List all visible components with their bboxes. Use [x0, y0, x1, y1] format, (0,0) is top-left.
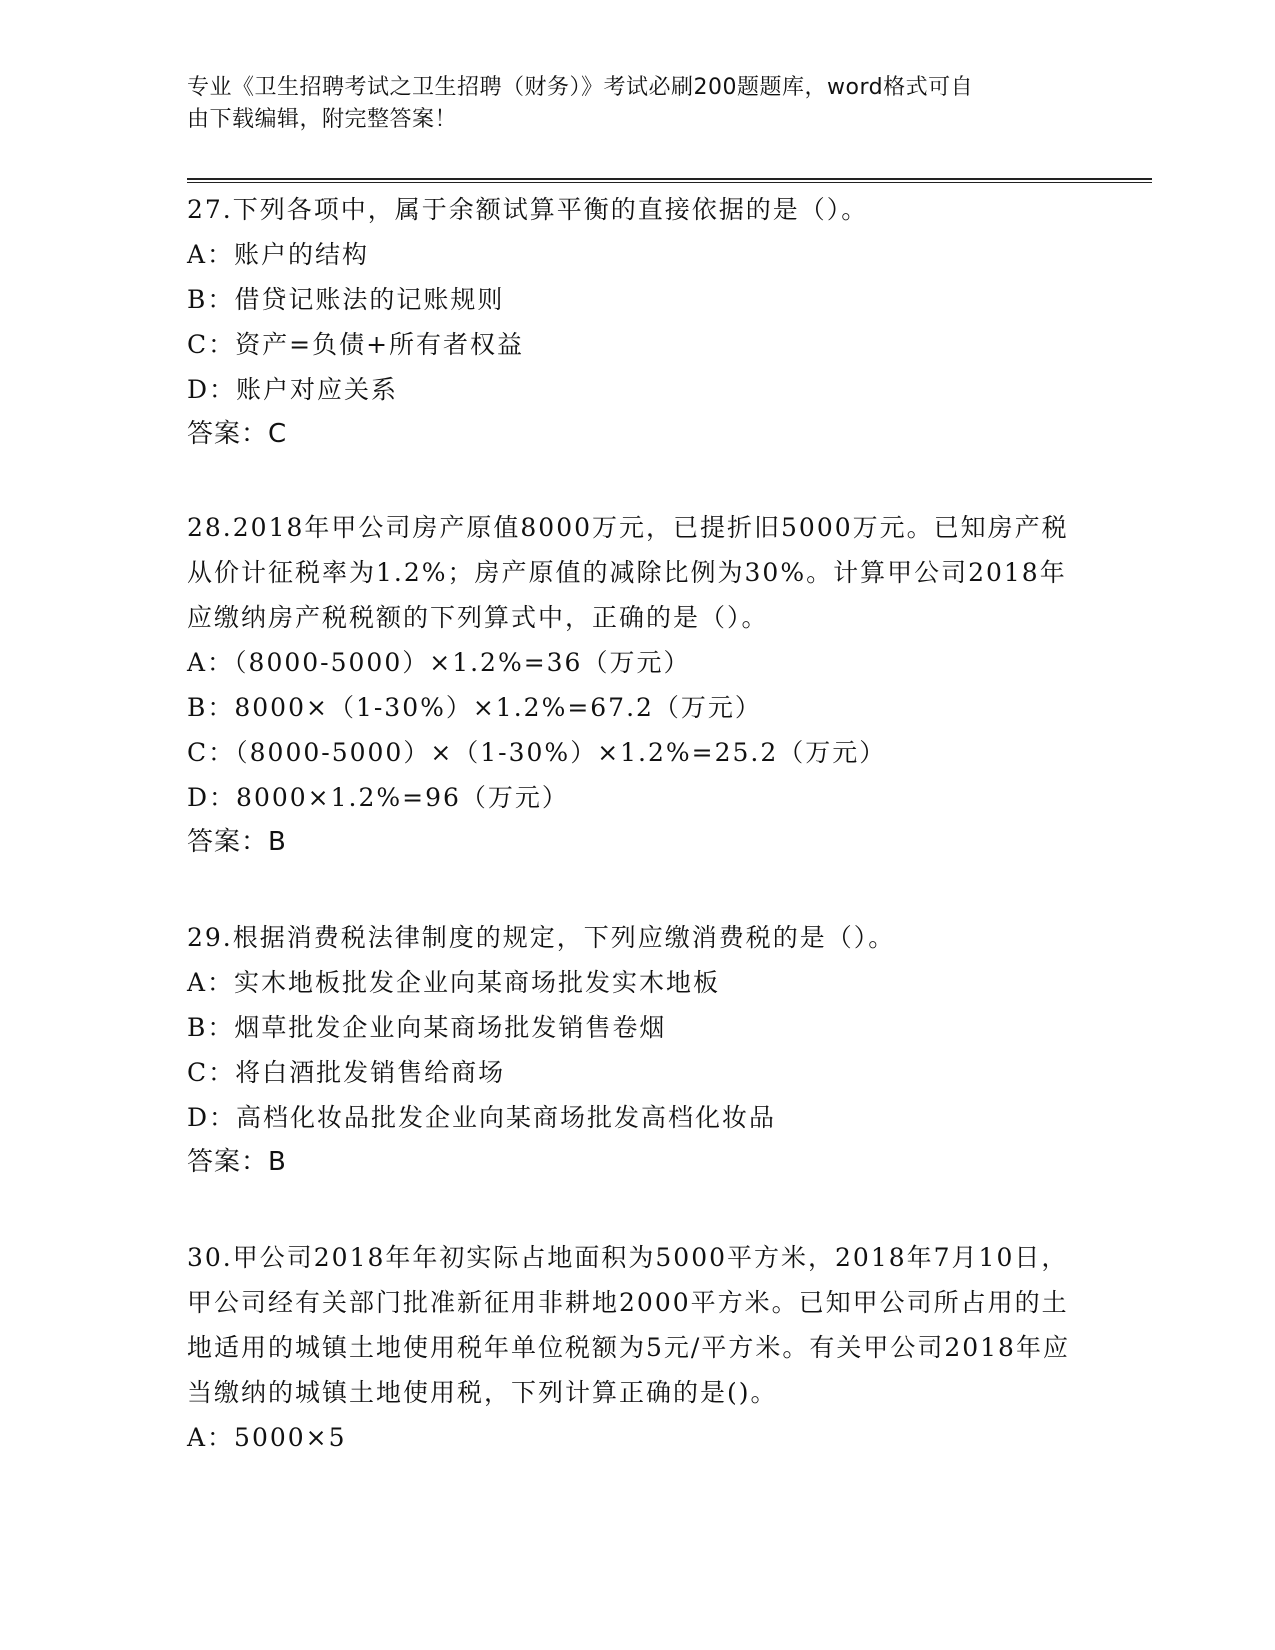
question-27: [187, 187, 1087, 457]
question-30: [187, 1235, 1087, 1460]
header-line-2: 由下载编辑，附完整答案！: [187, 107, 458, 132]
option-c: C：将白酒批发销售给商场: [187, 1058, 506, 1087]
question-text: 30.甲公司2018年年初实际占地面积为5000平方米，2018年7月10日，甲公司经有关部门批准新征用非耕地2000平方米。已知甲公司所占用的土地适用的城镇土地使用税年单位税额为5元/平方米。有关甲公司2018年应当缴纳的城镇土地使用税，下列计算正确的是()。: [187, 1243, 1070, 1407]
option-a: A：实木地板批发企业向某商场批发实木地板: [187, 968, 721, 997]
question-text: 29.根据消费税法律制度的规定，下列应缴消费税的是（）。: [187, 923, 896, 952]
header-divider-thin: [187, 182, 1152, 183]
option-d: D：8000×1.2%=96（万元）: [187, 783, 569, 812]
answer: 答案：C: [187, 419, 288, 449]
option-a: A：（8000-5000）×1.2%=36（万元）: [187, 648, 691, 677]
option-c: C：资产=负债+所有者权益: [187, 330, 525, 359]
question-29: [187, 915, 1087, 1185]
question-text: 28.2018年甲公司房产原值8000万元，已提折旧5000万元。已知房产税从价计征税率为1.2%；房产原值的减除比例为30%。计算甲公司2018年应缴纳房产税税额的下列算式中，正确的是（）。: [187, 513, 1069, 632]
answer: 答案：B: [187, 1147, 287, 1177]
option-c: C：（8000-5000）×（1-30%）×1.2%=25.2（万元）: [187, 738, 887, 767]
question-28: [187, 505, 1087, 865]
question-text: 27.下列各项中，属于余额试算平衡的直接依据的是（）。: [187, 195, 869, 224]
header-line-1: 专业《卫生招聘考试之卫生招聘（财务）》考试必刷200题题库，word格式可自: [187, 75, 974, 100]
option-b: B：烟草批发企业向某商场批发销售卷烟: [187, 1013, 667, 1042]
option-d: D：账户对应关系: [187, 375, 399, 404]
option-d: D：高档化妆品批发企业向某商场批发高档化妆品: [187, 1103, 777, 1132]
header-divider-thick: [187, 178, 1152, 180]
document-header: [187, 72, 1067, 136]
option-a: A：账户的结构: [187, 240, 370, 269]
option-b: B：借贷记账法的记账规则: [187, 285, 505, 314]
option-b: B：8000×（1-30%）×1.2%=67.2（万元）: [187, 693, 762, 722]
option-a: A：5000×5: [187, 1423, 347, 1452]
answer: 答案：B: [187, 827, 287, 857]
